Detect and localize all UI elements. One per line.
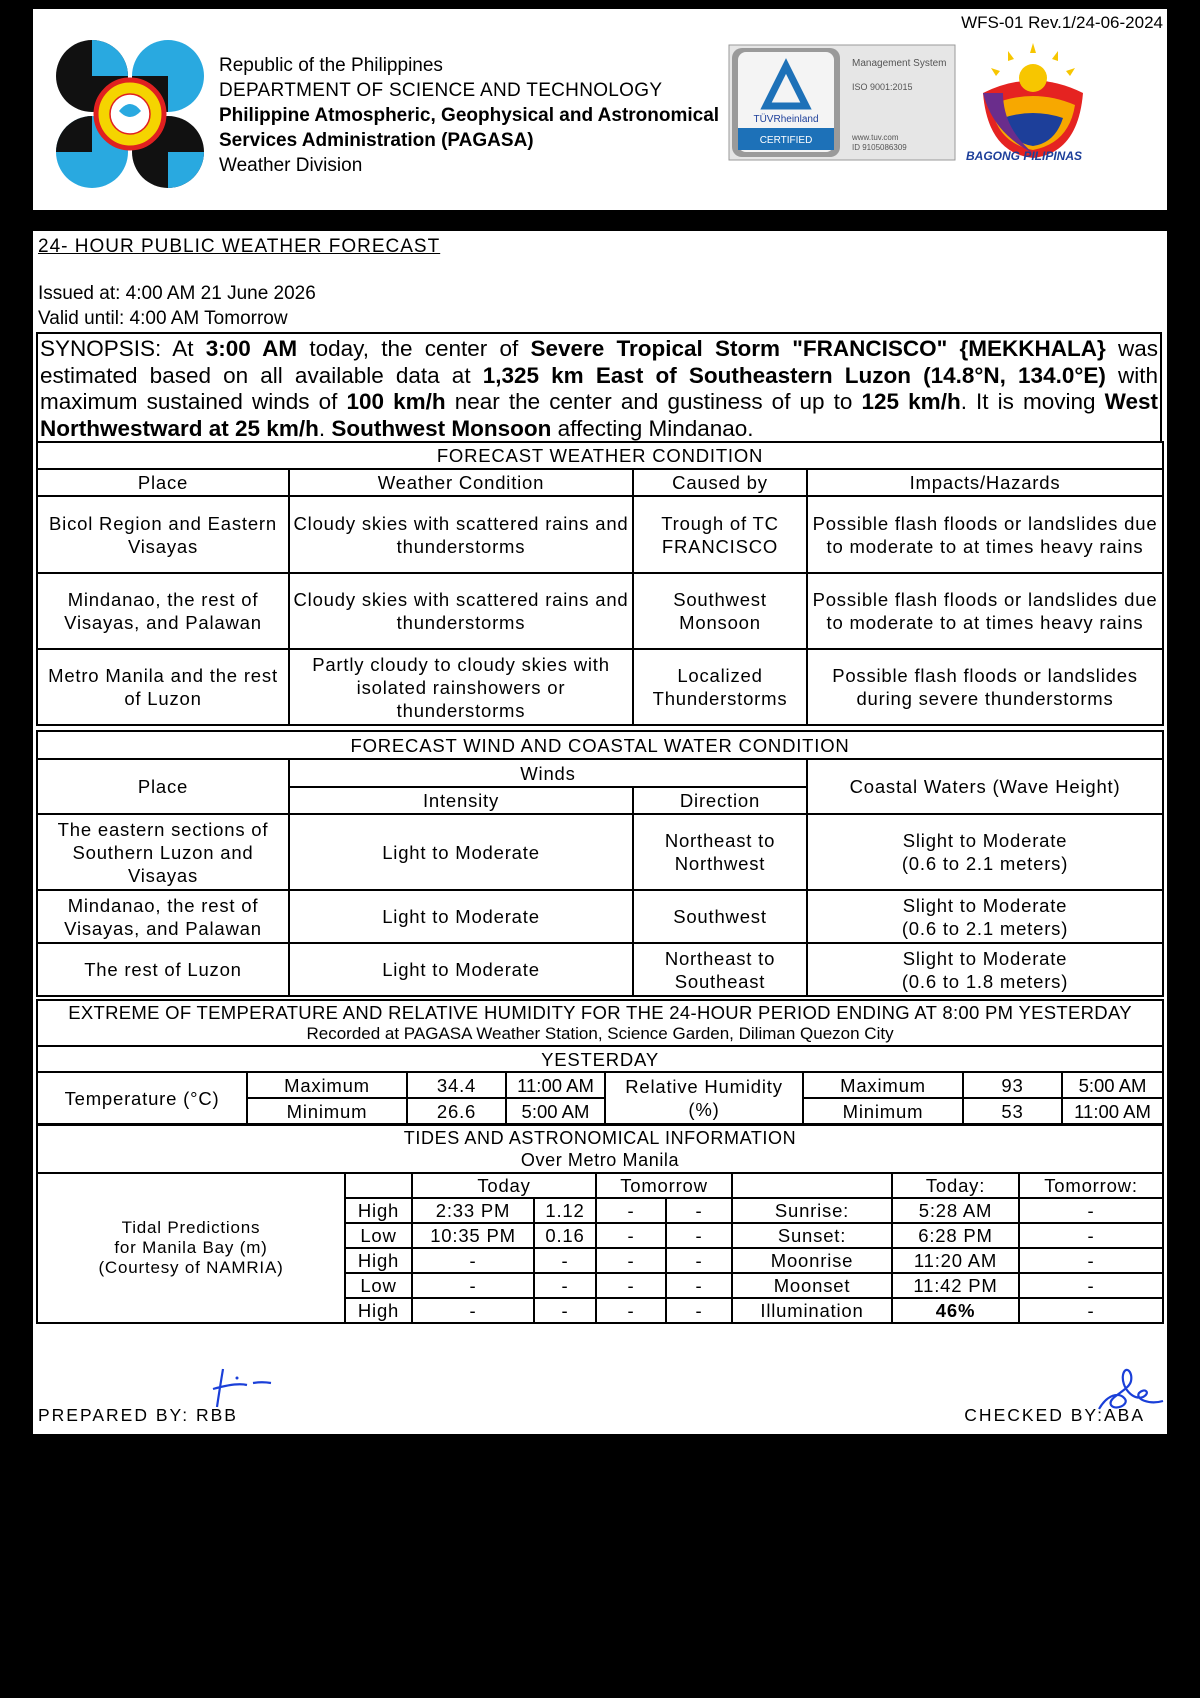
cause-cell: Trough of TC FRANCISCO	[633, 496, 807, 573]
issued-at: Issued at: 4:00 AM 21 June 2026	[38, 283, 316, 304]
table-row	[37, 814, 1163, 890]
yesterday-label: YESTERDAY	[37, 1046, 1163, 1072]
table-row	[37, 649, 1163, 725]
extremes-title: EXTREME OF TEMPERATURE AND RELATIVE HUMIDITY FOR THE 24-HOUR PERIOD ENDING AT 8:00 PM YESTERDAY	[68, 1002, 1132, 1023]
direction-cell: Northeast to Northwest	[633, 814, 807, 890]
intensity-cell: Light to Moderate	[289, 814, 633, 890]
svg-text:ISO 9001:2015: ISO 9001:2015	[852, 82, 913, 92]
tide-today-header: Today	[412, 1173, 596, 1198]
header-weather-condition: Weather Condition	[289, 469, 633, 496]
svg-text:www.tuv.com: www.tuv.com	[852, 133, 899, 142]
tuv-certification-mark	[728, 44, 956, 161]
wind-section-title: FORECAST WIND AND COASTAL WATER CONDITION	[37, 731, 1163, 759]
temp-max-label: Maximum	[247, 1072, 407, 1098]
valid-until: Valid until: 4:00 AM Tomorrow	[38, 308, 288, 329]
condition-cell: Cloudy skies with scattered rains and thunderstorms	[289, 496, 633, 573]
temperature-label: Temperature (°C)	[37, 1072, 247, 1124]
rh-min-value: 53	[963, 1098, 1062, 1124]
header-direction: Direction	[633, 787, 807, 814]
table-row	[37, 496, 1163, 573]
table-row	[37, 943, 1163, 996]
header-place: Place	[37, 759, 289, 814]
place-cell: The rest of Luzon	[37, 943, 289, 996]
table-row: Low 10:35 PM 0.16 - - Sunset: 6:28 PM -	[37, 1223, 1163, 1248]
rh-min-label: Minimum	[803, 1098, 963, 1124]
table-row: High 2:33 PM 1.12 - - Sunrise: 5:28 AM -	[37, 1198, 1163, 1223]
direction-cell: Southwest	[633, 890, 807, 943]
coastal-cell: Slight to Moderate (0.6 to 1.8 meters)	[807, 943, 1163, 996]
tides-astronomical-table	[36, 1124, 1164, 1324]
temp-min-value: 26.6	[407, 1098, 506, 1124]
extremes-subtitle: Recorded at PAGASA Weather Station, Science Garden, Diliman Quezon City	[306, 1024, 894, 1043]
temp-max-time: 11:00 AM	[506, 1072, 605, 1098]
synopsis: SYNOPSIS: At 3:00 AM today, the center of Severe Tropical Storm "FRANCISCO" {MEKKHALA} was estimated based on all available data at 1,325 km East of Southeastern Luzon (14.8°N, 134.0°E) with maximum sustained winds of 100 km/h near the center and gustiness of up to 125 km/h. It is moving West Northwestward at 25 km/h. Southwest Monsoon affecting Mindanao.	[36, 332, 1162, 441]
agency-line-division: Weather Division	[219, 155, 363, 176]
bagong-pilipinas-text: BAGONG PILIPINAS	[966, 149, 1083, 163]
document-code: WFS-01 Rev.1/24-06-2024	[961, 13, 1163, 32]
svg-text:TÜVRheinland: TÜVRheinland	[753, 114, 819, 125]
rh-min-time: 11:00 AM	[1062, 1098, 1163, 1124]
agency-line-dost: DEPARTMENT OF SCIENCE AND TECHNOLOGY	[219, 80, 663, 101]
temp-min-label: Minimum	[247, 1098, 407, 1124]
direction-cell: Northeast to Southeast	[633, 943, 807, 996]
coastal-cell: Slight to Moderate (0.6 to 2.1 meters)	[807, 890, 1163, 943]
cause-cell: Localized Thunderstorms	[633, 649, 807, 725]
place-cell: The eastern sections of Southern Luzon and Visayas	[37, 814, 289, 890]
extremes-title-cell	[37, 1000, 1163, 1046]
temperature-humidity-table	[36, 999, 1164, 1125]
humidity-label: Relative Humidity (%)	[605, 1072, 803, 1124]
header-intensity: Intensity	[289, 787, 633, 814]
temp-max-value: 34.4	[407, 1072, 506, 1098]
astro-today-header: Today:	[892, 1173, 1019, 1198]
svg-text:ID 9105086309: ID 9105086309	[852, 143, 907, 152]
prepared-by-signature	[193, 1363, 273, 1411]
tidal-predictions-label: Tidal Predictions for Manila Bay (m) (Courtesy of NAMRIA)	[37, 1173, 345, 1323]
svg-text:Management System: Management System	[852, 58, 947, 69]
checked-by: CHECKED BY:ABA	[964, 1405, 1145, 1425]
header-caused-by: Caused by	[633, 469, 807, 496]
place-cell: Metro Manila and the rest of Luzon	[37, 649, 289, 725]
table-row	[37, 890, 1163, 943]
coastal-cell: Slight to Moderate (0.6 to 2.1 meters)	[807, 814, 1163, 890]
intensity-cell: Light to Moderate	[289, 943, 633, 996]
letterhead	[33, 9, 1167, 210]
header-place: Place	[37, 469, 289, 496]
astro-tomorrow-header: Tomorrow:	[1019, 1173, 1163, 1198]
prepared-by: PREPARED BY: RBB	[38, 1405, 238, 1425]
table-row: High - - - - Illumination 46% -	[37, 1298, 1163, 1323]
impact-cell: Possible flash floods or landslides due to moderate to at times heavy rains	[807, 573, 1163, 649]
agency-line-republic: Republic of the Philippines	[219, 55, 443, 76]
rh-max-value: 93	[963, 1072, 1062, 1098]
rh-max-label: Maximum	[803, 1072, 963, 1098]
tides-subtitle: Over Metro Manila	[520, 1150, 680, 1170]
impact-cell: Possible flash floods or landslides due to moderate to at times heavy rains	[807, 496, 1163, 573]
table-row: Low - - - - Moonset 11:42 PM -	[37, 1273, 1163, 1298]
cause-cell: Southwest Monsoon	[633, 573, 807, 649]
table-row: High - - - - Moonrise 11:20 AM -	[37, 1248, 1163, 1273]
tides-title-cell	[37, 1125, 1163, 1173]
forecast-title: 24- HOUR PUBLIC WEATHER FORECAST	[38, 236, 441, 257]
header-winds: Winds	[289, 759, 807, 787]
intensity-cell: Light to Moderate	[289, 890, 633, 943]
place-cell: Mindanao, the rest of Visayas, and Palawan	[37, 573, 289, 649]
header-impacts: Impacts/Hazards	[807, 469, 1163, 496]
agency-line-pagasa-1: Philippine Atmospheric, Geophysical and Astronomical	[219, 105, 720, 126]
weather-condition-table	[36, 441, 1164, 726]
wind-coastal-table	[36, 730, 1164, 997]
condition-cell: Cloudy skies with scattered rains and thunderstorms	[289, 573, 633, 649]
condition-cell: Partly cloudy to cloudy skies with isolated rainshowers or thunderstorms	[289, 649, 633, 725]
svg-text:CERTIFIED: CERTIFIED	[759, 135, 813, 146]
tide-tomorrow-header: Tomorrow	[596, 1173, 732, 1198]
forecast-document	[33, 231, 1167, 1434]
place-cell: Mindanao, the rest of Visayas, and Palawan	[37, 890, 289, 943]
place-cell: Bicol Region and Eastern Visayas	[37, 496, 289, 573]
table-row	[37, 573, 1163, 649]
weather-condition-section-title: FORECAST WEATHER CONDITION	[37, 442, 1163, 469]
rh-max-time: 5:00 AM	[1062, 1072, 1163, 1098]
agency-line-pagasa-2: Services Administration (PAGASA)	[219, 130, 534, 151]
pagasa-logo	[55, 39, 205, 189]
agency-name-block	[219, 53, 719, 178]
impact-cell: Possible flash floods or landslides during severe thunderstorms	[807, 649, 1163, 725]
tides-title: TIDES AND ASTRONOMICAL INFORMATION	[403, 1128, 797, 1148]
header-coastal-waters: Coastal Waters (Wave Height)	[807, 759, 1163, 814]
temp-min-time: 5:00 AM	[506, 1098, 605, 1124]
